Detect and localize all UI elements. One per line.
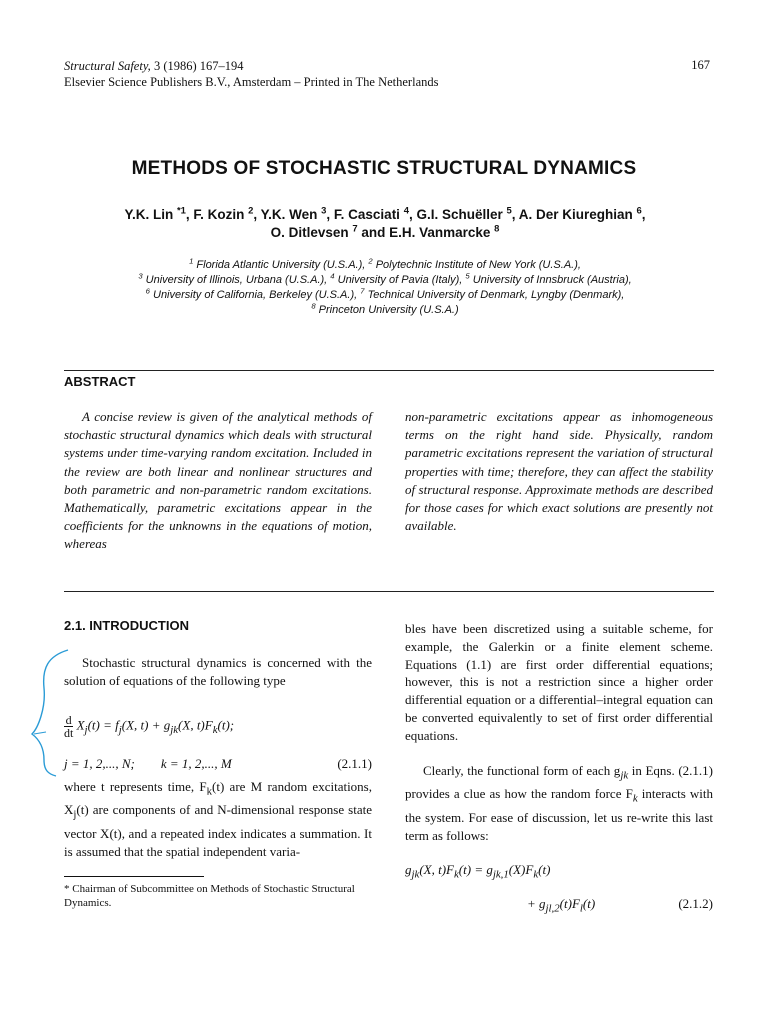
abstract-bottom-rule [64, 591, 714, 592]
affil-text: Technical University of Denmark, Lyngby (Denmark), [364, 289, 625, 301]
eq-term: (t) [582, 896, 596, 911]
equation-number: (2.1.2) [678, 896, 713, 911]
eq-subscript: l [579, 902, 583, 915]
abstract-heading: ABSTRACT [64, 374, 136, 389]
section-heading: 2.1. INTRODUCTION [64, 618, 189, 633]
intro-right-paragraph-2 [405, 762, 713, 844]
intro-right-paragraph-1: bles have been discretized using a suitable scheme, for example, the Galerkin or a finite element scheme. Equations (1.1) are first order differential equations; however, this is not a restriction since a higher order differential equation or a differential–integral equation can be converted equivalently to set of first order differential equations. [405, 621, 713, 743]
author-schueller: , G.I. Schuëller [408, 207, 507, 222]
author-separator: , [641, 207, 646, 222]
abstract-top-rule [64, 370, 714, 371]
eq-subscript: jl,2 [545, 902, 560, 915]
footnote: * Chairman of Subcommittee on Methods of Stochastic Structural Dynamics. [64, 883, 355, 909]
eq-term: (X, t)F [178, 717, 213, 733]
intro-text: interacts with the system. For ease of discussion, let us re-write this last term as follows: [405, 786, 713, 843]
equation-2-1-2-line2 [405, 896, 713, 915]
eq-term: (t) = g [458, 862, 493, 877]
handwritten-bracket-icon [28, 648, 78, 778]
author-wen: , Y.K. Wen [253, 207, 322, 222]
affil-text: University of Illinois, Urbana (U.S.A.), [142, 274, 331, 286]
author-vanmarcke: and E.H. Vanmarcke [357, 225, 495, 240]
author-lin: Y.K. Lin [124, 207, 177, 222]
author-mark: 2 [248, 205, 254, 217]
author-kozin: , F. Kozin [185, 207, 249, 222]
affil-text: University of California, Berkeley (U.S.A.), [149, 289, 361, 301]
abstract-left-column: A concise review is given of the analytical methods of stochastic structural dynamics which deals with structural systems under time-varying random excitation. Included in the review are both linear and nonlinear structures and both parametric and non-parametric random excitations. Mathematically, parametric excitations appear in the coefficients for the unknowns in the equations of motion, whereas [64, 409, 372, 552]
equation-range-line [64, 756, 372, 772]
eq-term: (X, t)F [419, 862, 454, 877]
eq-term: (X, t) + g [121, 717, 171, 733]
intro-text: Clearly, the functional form of each g [423, 763, 621, 778]
affil-mark: 6 [145, 286, 150, 296]
eq-term: g [405, 862, 412, 877]
author-mark: 6 [636, 205, 642, 217]
intro-text: (t) are M random excitations, X [64, 779, 372, 818]
intro-paragraph-2 [64, 778, 372, 860]
publisher-line: Elsevier Science Publishers B.V., Amsterdam – Printed in The Netherlands [64, 75, 439, 89]
affil-mark: 7 [360, 286, 365, 296]
affiliations [70, 258, 700, 318]
eq-term: (t)F [559, 896, 580, 911]
author-list [60, 206, 710, 242]
affil-text: Polytechnic Institute of New York (U.S.A.), [372, 259, 581, 271]
eq-subscript: k [632, 792, 638, 805]
intro-text: Stochastic structural dynamics is concerned with the solution of equations of the following type [64, 655, 372, 688]
author-casciati: , F. Casciati [326, 207, 404, 222]
page-number: 167 [691, 58, 710, 72]
affil-text: Florida Atlantic University (U.S.A.), [193, 259, 369, 271]
intro-text: (t) are components of and N-dimensional response state vector X(t), and a repeated index indicates a summation. It is assumed that the spatial independent varia- [64, 802, 372, 859]
eq-subscript: j [118, 724, 122, 737]
intro-text: where t represents time, F [64, 779, 207, 794]
journal-citation: 3 (1986) 167–194 [150, 59, 244, 73]
eq-subscript: k [206, 785, 213, 798]
author-mark: *1 [176, 205, 186, 217]
eq-term: (t); [217, 717, 235, 733]
author-mark: 3 [321, 205, 327, 217]
eq-subscript: jk [170, 724, 179, 737]
footnote-rule [64, 876, 204, 877]
eq-term: X [76, 717, 85, 733]
affil-mark: 4 [330, 271, 335, 281]
journal-name: Structural Safety, [64, 59, 151, 73]
author-mark: 8 [494, 223, 500, 235]
affil-mark: 3 [138, 271, 143, 281]
affil-mark: 2 [368, 256, 373, 266]
paper-title: METHODS OF STOCHASTIC STRUCTURAL DYNAMICS [131, 158, 637, 179]
eq-subscript: jk [411, 868, 420, 881]
intro-text: in Eqns. (2.1.1) provides a clue as how the random force F [405, 763, 713, 802]
author-ditlevsen: O. Ditlevsen [270, 225, 353, 240]
equation-2-1-1 [64, 714, 372, 739]
eq-term: (X)F [508, 862, 534, 877]
affil-mark: 5 [465, 271, 470, 281]
eq-subscript: k [533, 868, 539, 881]
eq-term: (t) = f [87, 717, 119, 733]
eq-subscript: jk,1 [492, 868, 509, 881]
affil-mark: 8 [311, 301, 316, 311]
author-mark: 4 [403, 205, 409, 217]
abstract-right-column: non-parametric excitations appear as inhomogeneous terms on the right hand side. Physically, random parametric excitations represent the variation of structural properties with time; therefore, they can affect the stability of structural response. Approximate methods are described for those cases for which exact solutions are presently not available. [405, 409, 713, 534]
author-mark: 7 [352, 223, 358, 235]
journal-header [64, 58, 438, 90]
eq-subscript: jk [620, 769, 629, 782]
fraction-denominator: dt [64, 726, 74, 740]
fraction-numerator: d [65, 713, 72, 727]
author-mark: 5 [506, 205, 512, 217]
eq-term: + g [527, 896, 546, 911]
eq-term: (t) [538, 862, 551, 877]
eq-subscript: j [84, 724, 88, 737]
author-der-kiureghian: , A. Der Kiureghian [511, 207, 637, 222]
intro-paragraph-1 [64, 654, 372, 690]
eq-subscript: k [453, 868, 459, 881]
eq-index-range: j = 1, 2,..., N; k = 1, 2,..., M [64, 756, 232, 771]
affil-text: University of Pavia (Italy), [334, 274, 466, 286]
equation-2-1-2-line1 [405, 862, 713, 881]
affil-text: Princeton University (U.S.A.) [315, 304, 459, 316]
affil-text: University of Innsbruck (Austria), [469, 274, 632, 286]
eq-subscript: j [73, 808, 77, 821]
affil-mark: 1 [189, 256, 194, 266]
equation-number: (2.1.1) [337, 756, 372, 771]
eq-subscript: k [212, 724, 218, 737]
